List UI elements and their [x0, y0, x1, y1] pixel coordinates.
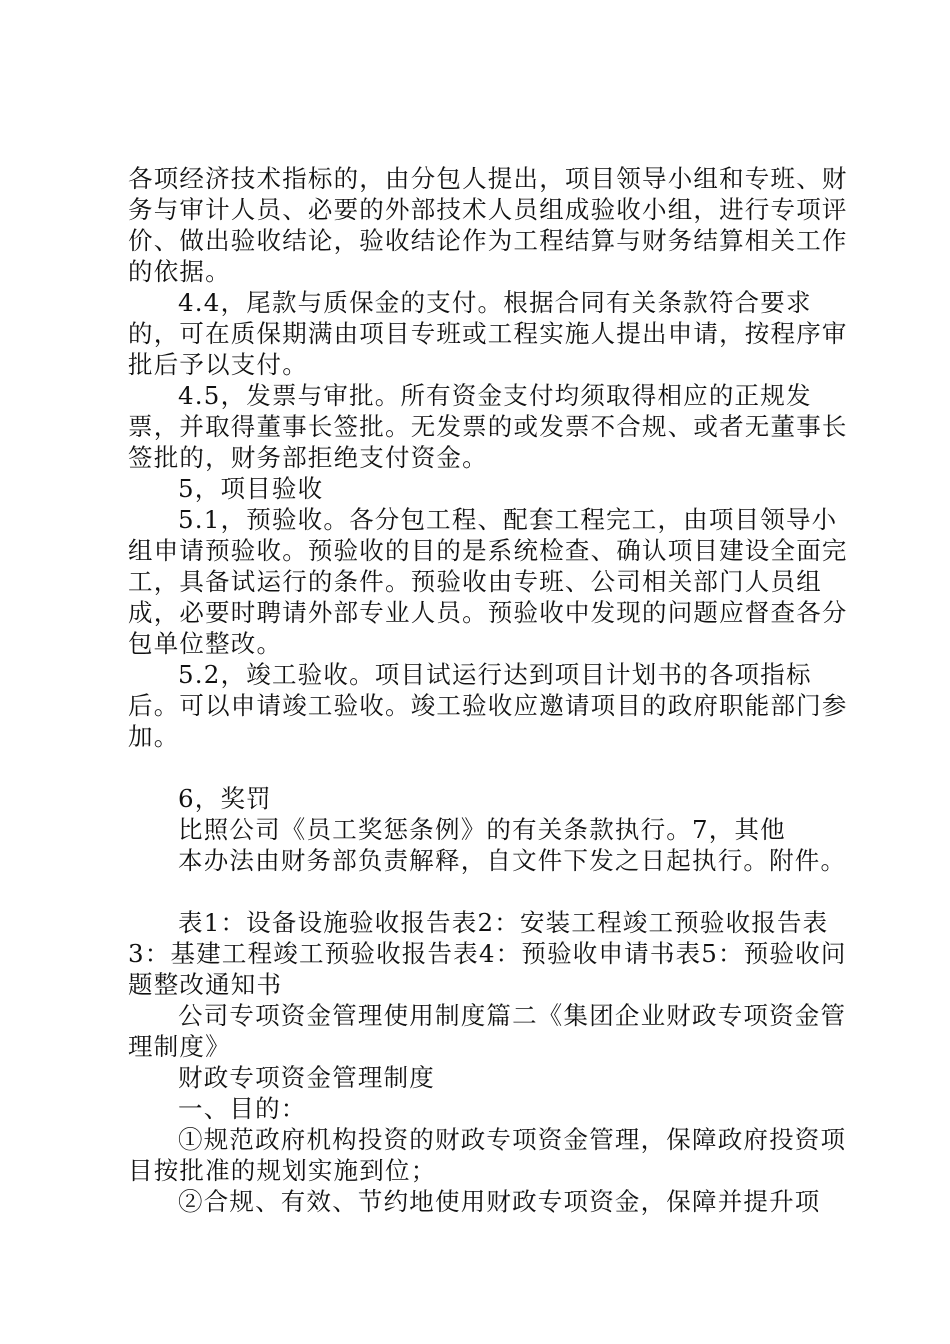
paragraph-5-2: 5.2，竣工验收。项目试运行达到项目计划书的各项指标后。可以申请竣工验收。竣工验收应邀请项目的政府职能部门参加。 — [128, 660, 848, 751]
paragraph-5-1: 5.1，预验收。各分包工程、配套工程完工，由项目领导小组申请预验收。预验收的目的是系统检查、确认项目建设全面完工，具备试运行的条件。预验收由专班、公司相关部门人员组成，必要时聘请外部专业人员。预验收中发现的问题应督查各分包单位整改。 — [128, 505, 848, 658]
document-body — [128, 163, 848, 1217]
heading-purpose: 一、目的： — [178, 1094, 307, 1123]
paragraph-attachments: 表1：设备设施验收报告表2：安装工程竣工预验收报告表3：基建工程竣工预验收报告表4：预验收申请书表5：预验收问题整改通知书 — [128, 908, 847, 999]
paragraph-4-5: 4.5，发票与审批。所有资金支付均须取得相应的正规发票，并取得董事长签批。无发票的或发票不合规、或者无董事长签批的，财务部拒绝支付资金。 — [128, 381, 848, 472]
paragraph-6-body: 比照公司《员工奖惩条例》的有关条款执行。7，其他 — [178, 815, 786, 844]
paragraph-article-two-title: 公司专项资金管理使用制度篇二《集团企业财政专项资金管理制度》 — [128, 1001, 847, 1061]
heading-fund-management: 财政专项资金管理制度 — [178, 1063, 435, 1092]
paragraph-purpose-1: ①规范政府机构投资的财政专项资金管理，保障政府投资项目按批准的规划实施到位； — [128, 1125, 847, 1185]
paragraph-4-4: 4.4，尾款与质保金的支付。根据合同有关条款符合要求的，可在质保期满由项目专班或工程实施人提出申请，按程序审批后予以支付。 — [128, 288, 848, 379]
paragraph-7-body: 本办法由财务部负责解释，自文件下发之日起执行。附件。 — [178, 846, 847, 875]
heading-6-rewards: 6，奖罚 — [178, 784, 272, 813]
heading-5-project-acceptance: 5，项目验收 — [178, 474, 324, 503]
paragraph-purpose-2: ②合规、有效、节约地使用财政专项资金，保障并提升项 — [178, 1187, 821, 1216]
paragraph-acceptance-team: 各项经济技术指标的，由分包人提出，项目领导小组和专班、财务与审计人员、必要的外部技术人员组成验收小组，进行专项评价、做出验收结论，验收结论作为工程结算与财务结算相关工作的依据。 — [128, 164, 848, 286]
